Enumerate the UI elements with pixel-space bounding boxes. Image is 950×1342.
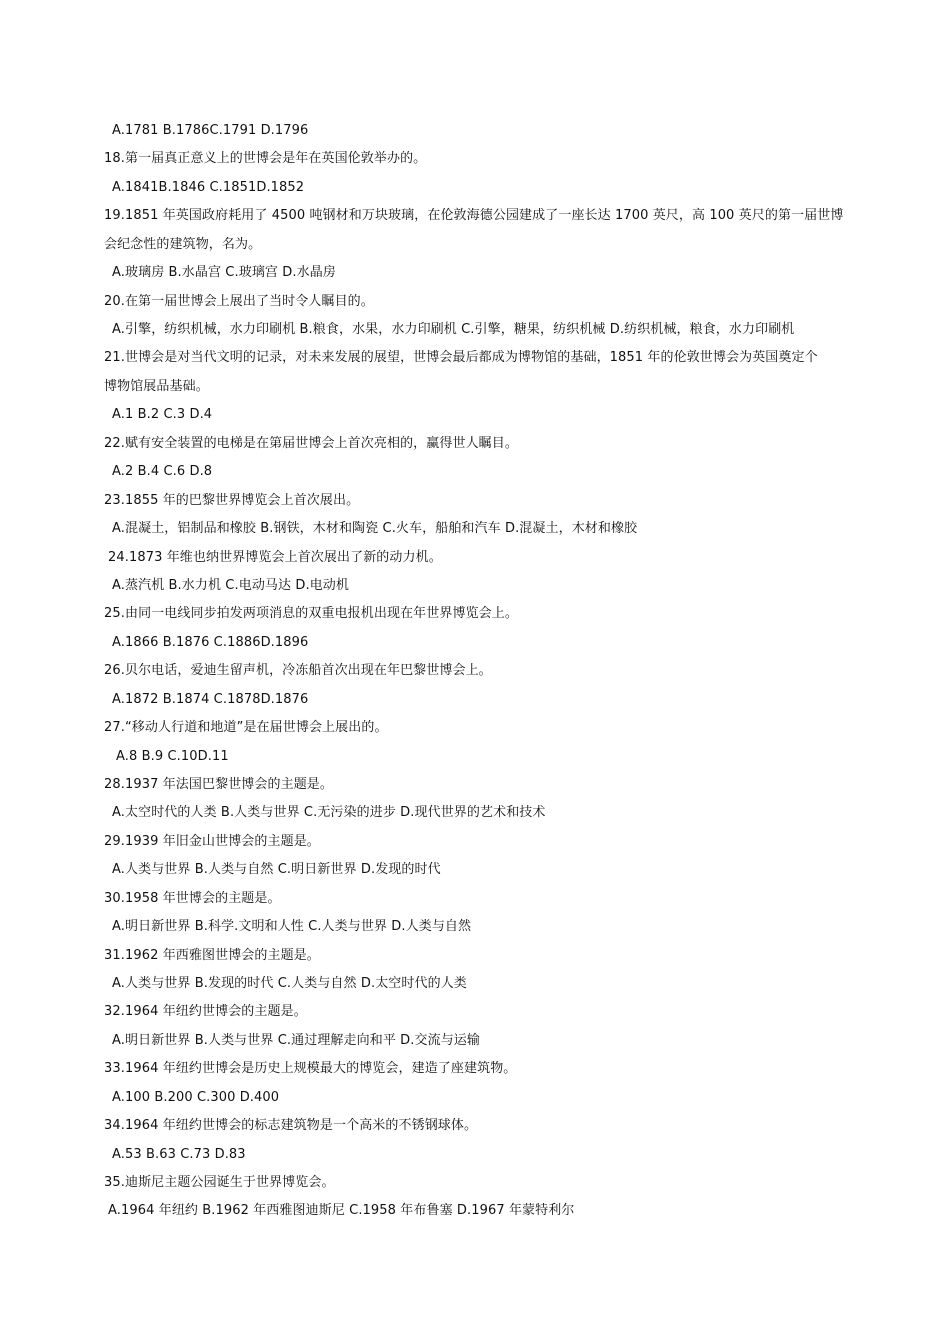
question-27: 27.“移动人行道和地道”是在届世博会上展出的。 [104,720,388,735]
question-20: 20.在第一届世博会上展出了当时令人瞩目的。 [104,294,374,309]
question-21-line-1: 21.世博会是对当代文明的记录，对未来发展的展望，世博会最后都成为博物馆的基础，1851 年的伦敦世博会为英国奠定个 [104,350,818,365]
question-19-line-2: 会纪念性的建筑物，名为。 [104,237,262,252]
question-35: 35.迪斯尼主题公园诞生于世界博览会。 [104,1175,335,1190]
question-23: 23.1855 年的巴黎世界博览会上首次展出。 [104,493,360,508]
question-31: 31.1962 年西雅图世博会的主题是。 [104,948,320,963]
answer-options-25: A.1866 B.1876 C.1886D.1896 [112,635,309,650]
question-26: 26.贝尔电话，爱迪生留声机，冷冻船首次出现在年巴黎世博会上。 [104,663,492,678]
question-25: 25.由同一电线同步拍发两项消息的双重电报机出现在年世界博览会上。 [104,606,518,621]
answer-options-21: A.1 B.2 C.3 D.4 [112,407,213,422]
answer-options-32: A.明日新世界 B.人类与世界 C.通过理解走向和平 D.交流与运输 [112,1033,480,1048]
answer-options-23: A.混凝土，铝制品和橡胶 B.钢铁，木材和陶瓷 C.火车，船舶和汽车 D.混凝土，木材和橡胶 [112,521,638,536]
question-21-line-2: 博物馆展品基础。 [104,379,209,394]
answer-options-17: A.1781 B.1786C.1791 D.1796 [112,123,309,138]
question-33: 33.1964 年纽约世博会是历史上规模最大的博览会，建造了座建筑物。 [104,1061,517,1076]
answer-options-35: A.1964 年纽约 B.1962 年西雅图迪斯尼 C.1958 年布鲁塞 D.1967 年蒙特利尔 [108,1203,575,1218]
answer-options-26: A.1872 B.1874 C.1878D.1876 [112,692,309,707]
answer-options-29: A.人类与世界 B.人类与自然 C.明日新世界 D.发现的时代 [112,862,441,877]
answer-options-18: A.1841B.1846 C.1851D.1852 [112,180,305,195]
answer-options-19: A.玻璃房 B.水晶宫 C.玻璃宫 D.水晶房 [112,265,336,280]
question-22: 22.赋有安全装置的电梯是在第届世博会上首次亮相的，赢得世人瞩目。 [104,436,518,451]
question-28: 28.1937 年法国巴黎世博会的主题是。 [104,777,333,792]
answer-options-27: A.8 B.9 C.10D.11 [116,749,229,764]
answer-options-30: A.明日新世界 B.科学.文明和人性 C.人类与世界 D.人类与自然 [112,919,472,934]
answer-options-28: A.太空时代的人类 B.人类与世界 C.无污染的进步 D.现代世界的艺术和技术 [112,805,546,820]
question-32: 32.1964 年纽约世博会的主题是。 [104,1004,307,1019]
answer-options-24: A.蒸汽机 B.水力机 C.电动马达 D.电动机 [112,578,349,593]
answer-options-33: A.100 B.200 C.300 D.400 [112,1090,280,1105]
question-29: 29.1939 年旧金山世博会的主题是。 [104,834,320,849]
question-18: 18.第一届真正意义上的世博会是年在英国伦敦举办的。 [104,151,427,166]
question-34: 34.1964 年纽约世博会的标志建筑物是一个高米的不锈钢球体。 [104,1118,478,1133]
question-30: 30.1958 年世博会的主题是。 [104,891,281,906]
question-24: 24.1873 年维也纳世界博览会上首次展出了新的动力机。 [108,550,442,565]
answer-options-22: A.2 B.4 C.6 D.8 [112,464,213,479]
answer-options-20: A.引擎，纺织机械，水力印刷机 B.粮食，水果，水力印刷机 C.引擎，糖果，纺织机械 D.纺织机械，粮食，水力印刷机 [112,322,795,337]
answer-options-34: A.53 B.63 C.73 D.83 [112,1147,246,1162]
answer-options-31: A.人类与世界 B.发现的时代 C.人类与自然 D.太空时代的人类 [112,976,467,991]
question-19-line-1: 19.1851 年英国政府耗用了 4500 吨钢材和万块玻璃，在伦敦海德公园建成了一座长达 1700 英尺，高 100 英尺的第一届世博 [104,208,844,223]
